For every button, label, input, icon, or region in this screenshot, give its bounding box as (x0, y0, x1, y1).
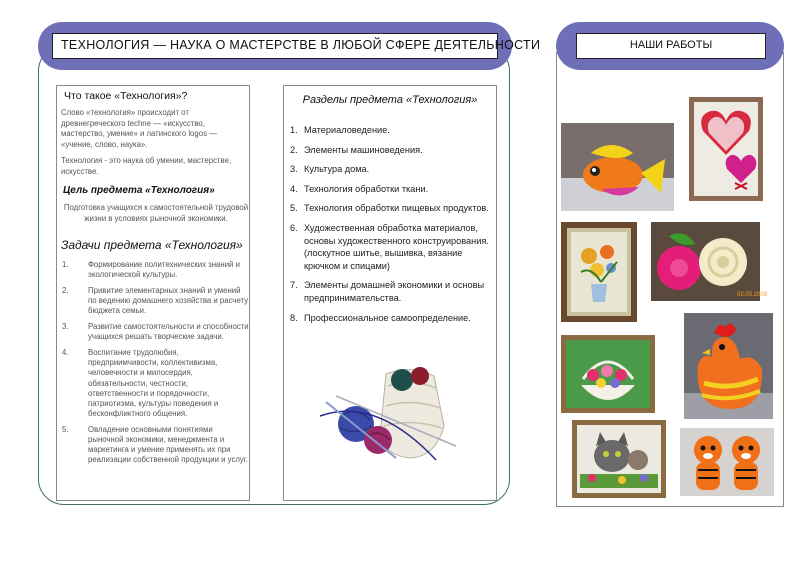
photo-embroidered-flowers-vase (561, 222, 637, 322)
task-number: 2. (62, 285, 69, 295)
definition-text-2: Технология - это наука об умении, мастерстве, искусстве. (61, 156, 232, 176)
tasks-list (60, 260, 250, 471)
section-item (290, 312, 494, 325)
task-number: 5. (62, 424, 69, 434)
section-text: Элементы домашней экономики и основы предпринимательства. (304, 280, 485, 303)
section-item (290, 279, 494, 304)
section-text: Материаловедение. (304, 125, 390, 135)
task-number: 4. (62, 347, 69, 357)
task-text: Воспитание трудолюбия, предприимчивости, коллективизма, человечности и милосердия, обязательности, честности, ответственности и порядочности, патриотизма, культуры поведения и бесконфликтного общения. (88, 347, 219, 419)
task-number: 1. (62, 260, 69, 269)
section-item (290, 183, 494, 196)
section-text: Технология обработки пищевых продуктов. (304, 203, 489, 214)
section-number: 1. (290, 125, 298, 135)
photo-crochet-hearts-picture (689, 97, 763, 201)
sections-list (290, 124, 494, 331)
task-number: 3. (62, 322, 69, 332)
section-text: Профессиональное самоопределение. (304, 312, 471, 323)
section-text: Элементы машиноведения. (304, 144, 423, 155)
question-heading: Что такое «Технология»? (64, 90, 188, 102)
task-text: Развитие самостоятельности и способности учащихся решать творческие задачи. (88, 322, 249, 342)
section-item (290, 163, 494, 176)
section-number: 7. (290, 280, 298, 291)
right-page-title: НАШИ РАБОТЫ (576, 33, 766, 59)
photo-crochet-potholders (651, 222, 768, 301)
section-item (290, 124, 494, 137)
sections-heading: Разделы предмета «Технология» (302, 94, 478, 106)
photo-crochet-tigers (680, 428, 774, 496)
info-column (56, 85, 250, 501)
section-item (290, 202, 494, 215)
section-number: 8. (290, 312, 298, 323)
photo-crochet-flower-basket (561, 335, 655, 413)
section-number: 5. (290, 203, 298, 214)
sections-column (283, 85, 497, 501)
section-text: Культура дома. (304, 164, 370, 175)
photo-crochet-goldfish (561, 123, 674, 211)
tasks-heading: Задачи предмета «Технология» (61, 238, 243, 252)
section-item (290, 222, 494, 272)
photo-crochet-rooster (684, 313, 773, 419)
section-item (290, 144, 494, 157)
left-page-title: ТЕХНОЛОГИЯ — НАУКА О МАСТЕРСТВЕ В ЛЮБОЙ СФЕРЕ ДЕЯТЕЛЬНОСТИ (52, 33, 498, 59)
task-text: Привитие элементарных знаний и умений по ведению домашнего хозяйства и расчету бюджета семьи. (88, 285, 249, 316)
task-item (60, 286, 250, 317)
goal-heading: Цель предмета «Технология» (63, 185, 215, 196)
photo-date-stamp: 02.03.2009 (737, 292, 768, 298)
section-text: Технология обработки ткани. (304, 183, 429, 194)
section-number: 3. (290, 164, 298, 175)
task-text: Формирование политехнических знаний и экологической культуры. (88, 260, 240, 280)
task-item (60, 348, 250, 419)
section-text: Художественная обработка материалов, основы художественного конструирования. (лоскутное шитье, вышивка, вязание крючком и спицами) (304, 222, 489, 271)
section-number: 4. (290, 183, 298, 194)
photo-cross-stitch-cats (572, 420, 666, 498)
goal-text: Подготовка учащихся к самостоятельной трудовой жизни в условиях рыночной экономики. (63, 203, 249, 223)
task-item (60, 260, 250, 280)
yarn-basket-illustration (316, 356, 466, 466)
definition-text: Слово «технология» происходит от древнегреческого techne — «искусство, мастерство, умение» и латинского logos — «учение, слово, наука». (61, 108, 217, 149)
section-number: 6. (290, 222, 298, 233)
task-item (60, 322, 250, 342)
task-text: Овладение основными понятиями рыночной экономики, менеджмента и маркетинга и умение применять их при реализации собственной продукции и услуг. (88, 424, 248, 465)
section-number: 2. (290, 144, 298, 155)
task-item (60, 425, 250, 466)
